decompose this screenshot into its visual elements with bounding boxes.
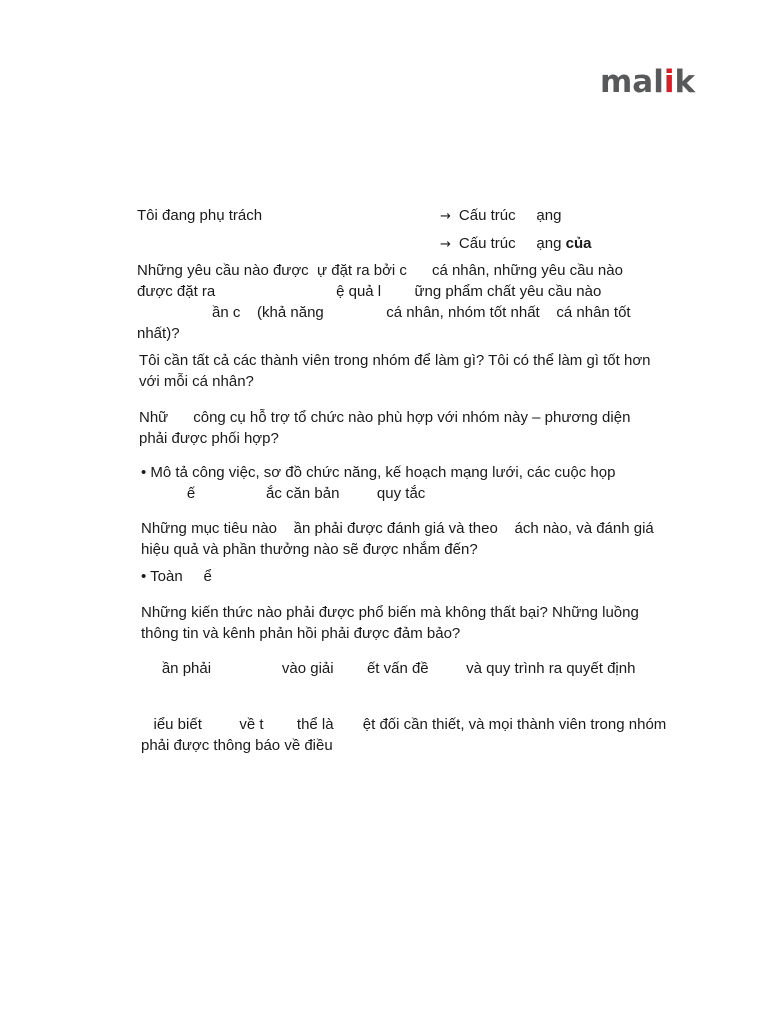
paragraph-problem-solving: ần phải vào giải ết vấn đề và quy trình ra quyết định: [141, 660, 636, 677]
paragraph-goals: Những mục tiêu nào ần phải được đánh giá và theo ách nào, và đánh giá hiệu quả và phần thưởng nào sẽ được nhắm đến?: [141, 520, 654, 558]
bullet-all: • Toàn ể: [141, 568, 212, 585]
paragraph-team-members: Tôi cần tất cả các thành viên trong nhóm để làm gì? Tôi có thể làm gì tốt hơn với mỗi cá nhân?: [139, 352, 651, 390]
paragraph-requirements: Những yêu cầu nào được ự đặt ra bởi c cá nhân, những yêu cầu nào được đặt ra ệ quả l ững phẩm chất yêu cầu nào ần c (khả năng cá nhân, nhóm tốt nhất cá nhân tốt nhất)?: [137, 262, 631, 342]
arrow-right-icon: →: [440, 209, 451, 224]
arrow-right-icon: →: [440, 237, 451, 252]
paragraph-knowledge: Những kiến thức nào phải được phổ biến mà không thất bại? Những luồng thông tin và kênh phản hồi phải được đảm bảo?: [141, 604, 639, 642]
header-line-1-right: → Cấu trúc ạng: [440, 207, 562, 224]
bullet-job-description: • Mô tả công việc, sơ đồ chức năng, kế hoạch mạng lưới, các cuộc họp ế ắc căn bản quy tắc: [141, 464, 616, 502]
paragraph-understanding: iểu biết về t thể là ệt đối cần thiết, và mọi thành viên trong nhóm phải được thông báo về điều: [141, 716, 667, 754]
paragraph-tools: Nhữ công cụ hỗ trợ tổ chức nào phù hợp với nhóm này – phương diện phải được phối hợp?: [139, 409, 631, 447]
header-line-1-left: Tôi đang phụ trách: [137, 207, 263, 224]
header-line-2-right: → Cấu trúc ạng của: [440, 235, 592, 252]
malik-logo: malik: [600, 64, 696, 100]
